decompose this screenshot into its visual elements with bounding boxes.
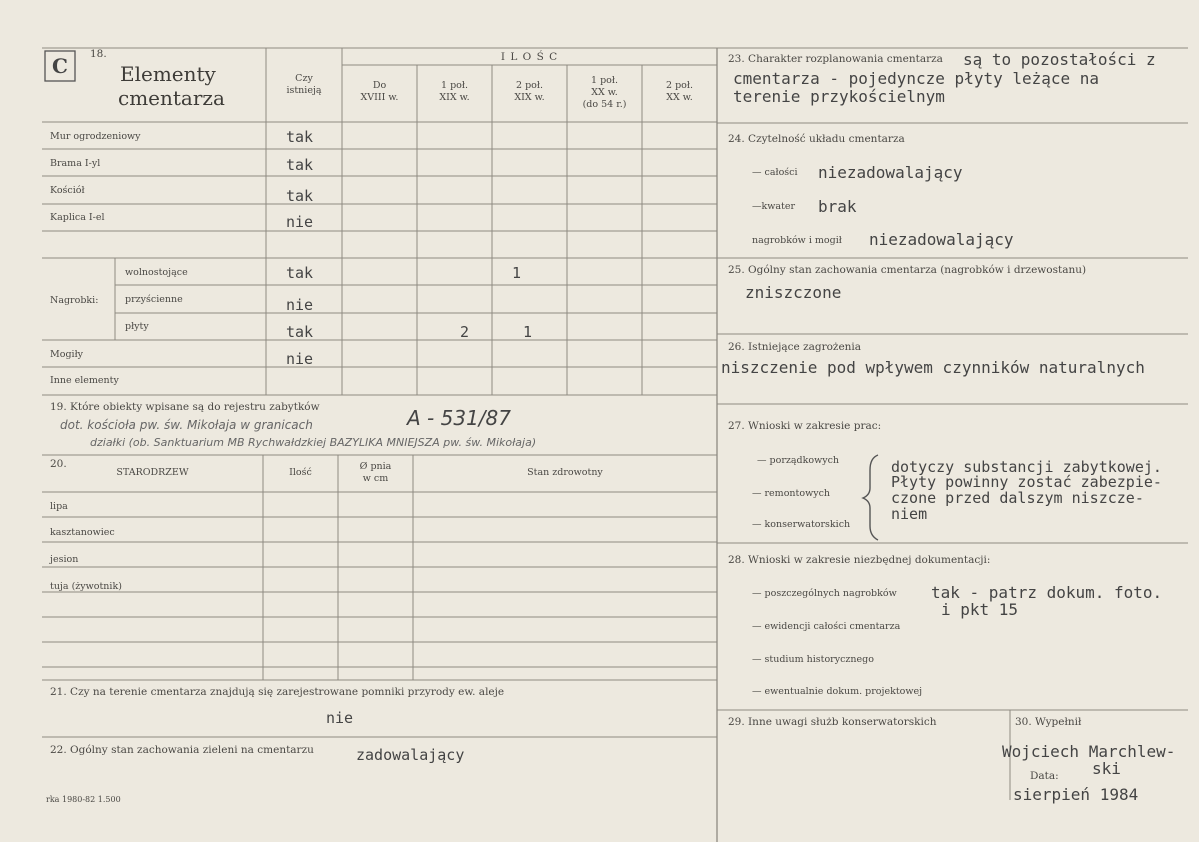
row-label-brama: Brama I-yl — [50, 158, 101, 169]
mogily-label: Mogiły — [50, 349, 84, 360]
section-19-label: 19. Które obiekty wpisane są do rejestru zabytków — [50, 401, 320, 413]
nagrobki-plyty-value: tak — [286, 323, 314, 341]
section-23-line-3: terenie przykościelnym — [733, 87, 945, 106]
section-27-porzadkowych: — porządkowych — [757, 455, 840, 466]
section-29-label: 29. Inne uwagi służb konserwatorskich — [728, 716, 937, 728]
section-22-label: 22. Ogólny stan zachowania zieleni na cmentarzu — [50, 744, 314, 756]
section-30-data-label: Data: — [1030, 770, 1059, 782]
section-24-kwater-label: —kwater — [752, 201, 796, 212]
section-26-label: 26. Istniejące zagrożenia — [728, 341, 862, 353]
section-27-value-3: czone przed dalszym niszcze- — [891, 489, 1144, 507]
nagrobki-przyscienne-label: przyścienne — [125, 294, 183, 305]
col-header-2a: 1 poł. — [441, 80, 468, 91]
section-24-nagrobkow-value: niezadowalający — [869, 230, 1014, 249]
section-27-konserwatorskich: — konserwatorskich — [752, 519, 851, 530]
col-header-5b: XX w. — [666, 92, 693, 103]
section-28-studium: — studium historycznego — [752, 654, 874, 665]
czy-istnieja-header-1: Czy — [295, 73, 313, 84]
row-value-mur: tak — [286, 128, 314, 146]
form-badge: C — [52, 54, 68, 78]
tree-kasztanowiec: kasztanowiec — [50, 527, 115, 538]
section-28-ewidencji: — ewidencji całości cmentarza — [752, 621, 901, 632]
section-27-value-2: Płyty powinny zostać zabezpie- — [891, 473, 1162, 491]
section-21-answer: nie — [326, 709, 354, 727]
nagrobki-plyty-2pol-xix: 1 — [523, 323, 533, 341]
section-24-nagrobkow-label: nagrobków i mogił — [752, 235, 842, 246]
section-23-line-1: są to pozostałości z — [963, 50, 1156, 69]
nagrobki-wolnostojace-value: tak — [286, 264, 314, 282]
section-19-handwritten-2: działki (ob. Sanktuarium MB Rychwałdzkiej BAZYLIKA MNIEJSZA pw. św. Mikołaja) — [90, 436, 537, 449]
nagrobki-label: Nagrobki: — [50, 295, 99, 306]
section-24-kwater-value: brak — [818, 197, 857, 216]
section-28-projektowej: — ewentualnie dokum. projektowej — [752, 686, 923, 697]
section-27-remontowych: — remontowych — [752, 488, 831, 499]
nagrobki-wolnostojace-2pol-xix: 1 — [512, 264, 522, 282]
col-header-4b: XX w. — [591, 87, 618, 98]
section-30-name-2: ski — [1092, 759, 1121, 778]
section-27-value-4: niem — [891, 505, 928, 523]
starodrzew-ilosc-header: Ilość — [289, 467, 312, 478]
section-30-date-value: sierpień 1984 — [1013, 785, 1139, 804]
starodrzew-stan-header: Stan zdrowotny — [527, 467, 603, 478]
row-label-mur: Mur ogrodzeniowy — [50, 131, 141, 142]
section-22-answer: zadowalający — [356, 746, 465, 764]
print-footer: rka 1980-82 1.500 — [46, 795, 121, 804]
row-value-kosciol: tak — [286, 187, 314, 205]
starodrzew-header: STARODRZEW — [116, 467, 189, 478]
section-18-title-2: cmentarza — [118, 86, 225, 110]
section-28-nagrobkow-value-1: tak - patrz dokum. foto. — [931, 583, 1163, 602]
czy-istnieja-header-2: istnieją — [286, 85, 322, 96]
col-header-3b: XIX w. — [514, 92, 545, 103]
row-value-brama: tak — [286, 156, 314, 174]
col-header-2b: XIX w. — [439, 92, 470, 103]
col-header-1a: Do — [372, 80, 387, 91]
section-27-value-1: dotyczy substancji zabytkowej. — [891, 458, 1162, 476]
section-28-nagrobkow-value-2: i pkt 15 — [941, 600, 1019, 619]
section-19-register-number: A - 531/87 — [407, 406, 511, 430]
col-header-4a: 1 poł. — [591, 75, 618, 86]
starodrzew-obwod-header-2: w cm — [362, 473, 389, 484]
section-26-value: niszczenie pod wpływem czynników naturalnych — [721, 358, 1145, 377]
col-header-5a: 2 poł. — [666, 80, 693, 91]
nagrobki-plyty-1pol-xix: 2 — [460, 323, 470, 341]
tree-lipa: lipa — [50, 501, 68, 512]
section-27-label: 27. Wnioski w zakresie prac: — [728, 420, 882, 432]
section-30-name-1: Wojciech Marchlew- — [1002, 742, 1176, 761]
section-28-label: 28. Wnioski w zakresie niezbędnej dokumentacji: — [728, 554, 991, 566]
tree-jesion: jesion — [50, 554, 79, 565]
section-20-number: 20. — [50, 458, 67, 470]
section-25-label: 25. Ogólny stan zachowania cmentarza (nagrobków i drzewostanu) — [728, 264, 1087, 276]
row-value-kaplica: nie — [286, 213, 314, 231]
section-18-number: 18. — [90, 48, 107, 60]
ilosc-header: I L O Ś C — [500, 51, 559, 63]
col-header-1b: XVIII w. — [360, 92, 399, 103]
section-24-calosci-label: — całości — [752, 167, 798, 178]
section-19-handwritten-1: dot. kościoła pw. św. Mikołaja w granicach — [60, 418, 313, 432]
nagrobki-przyscienne-value: nie — [286, 296, 314, 314]
section-24-calosci-value: niezadowalający — [818, 163, 963, 182]
section-23-line-2: cmentarza - pojedyncze płyty leżące na — [733, 69, 1100, 88]
inne-elementy-label: Inne elementy — [50, 375, 119, 386]
section-24-label: 24. Czytelność układu cmentarza — [728, 133, 905, 145]
section-21-label: 21. Czy na terenie cmentarza znajdują się zarejestrowane pomniki przyrody ew. aleje — [50, 686, 505, 698]
nagrobki-plyty-label: płyty — [125, 321, 149, 332]
section-28-nagrobkow: — poszczególnych nagrobków — [752, 588, 897, 599]
section-18-title-1: Elementy — [120, 62, 216, 86]
row-label-kosciol: Kościół — [50, 185, 85, 196]
col-header-3a: 2 poł. — [516, 80, 543, 91]
section-25-value: zniszczone — [745, 283, 842, 302]
starodrzew-obwod-header-1: Ø pnia — [359, 461, 392, 472]
tree-tuja: tuja (żywotnik) — [50, 581, 122, 592]
section-23-label: 23. Charakter rozplanowania cmentarza — [728, 53, 943, 65]
row-label-kaplica: Kaplica I-el — [50, 212, 105, 223]
nagrobki-wolnostojace-label: wolnostojące — [125, 267, 188, 278]
section-30-label: 30. Wypełnił — [1015, 716, 1082, 728]
mogily-value: nie — [286, 350, 314, 368]
col-header-4c: (do 54 r.) — [582, 99, 627, 110]
